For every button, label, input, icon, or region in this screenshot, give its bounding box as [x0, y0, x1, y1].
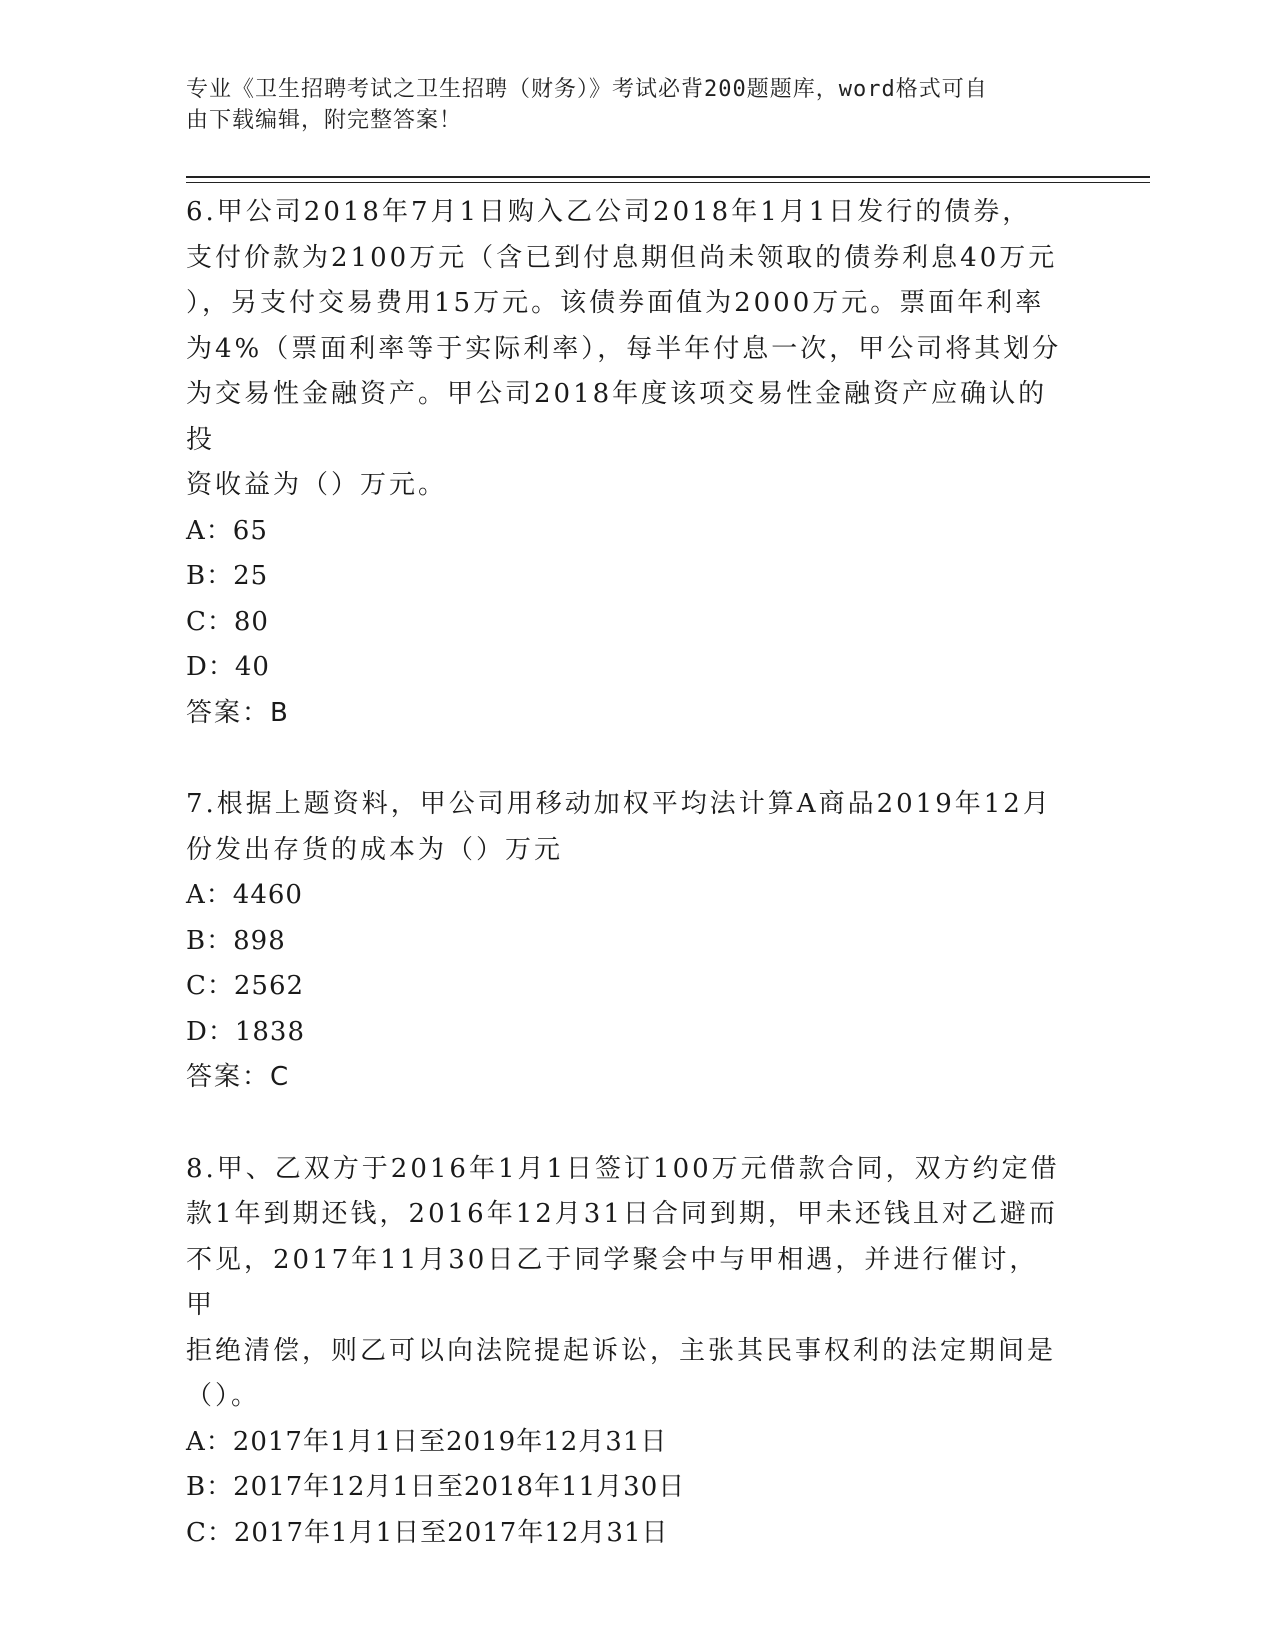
option-d: D：40: [186, 652, 270, 682]
question-stem-line: （）。: [186, 1381, 261, 1411]
question-stem-line: ），另支付交易费用15万元。该债券面值为2000万元。票面年利率: [186, 288, 1045, 318]
question-stem-line: 8.甲、乙双方于2016年1月1日签订100万元借款合同，双方约定借: [186, 1153, 1060, 1184]
answer-line: 答案：B: [186, 697, 290, 728]
option-c: C：2017年1月1日至2017年12月31日: [186, 1517, 669, 1548]
question-7: [186, 782, 1066, 1101]
header-line-1: 专业《卫生招聘考试之卫生招聘（财务）》考试必背200题题库，word格式可自: [186, 77, 988, 102]
header-divider-thick: [186, 176, 1150, 178]
option-a: A：4460: [186, 880, 303, 910]
answer-line: 答案：C: [186, 1062, 291, 1092]
option-b: B：25: [186, 561, 269, 591]
question-stem-line: 6.甲公司2018年7月1日购入乙公司2018年1月1日发行的债券，: [186, 197, 1032, 227]
document-header: [186, 74, 1066, 136]
option-c: C：2562: [186, 971, 305, 1001]
question-stem-line: 资收益为（）万元。: [186, 470, 448, 500]
option-a: A：65: [186, 515, 268, 546]
question-spacer: [186, 736, 1066, 782]
option-c: C：80: [186, 606, 269, 637]
question-stem-line: 不见，2017年11月30日乙于同学聚会中与甲相遇，并进行催讨，甲: [186, 1244, 1039, 1320]
question-stem-line: 支付价款为2100万元（含已到付息期但尚未领取的债券利息40万元: [186, 242, 1058, 273]
question-stem-line: 款1年到期还钱，2016年12月31日合同到期，甲未还钱且对乙避而: [186, 1199, 1058, 1229]
question-stem-line: 为交易性金融资产。甲公司2018年度该项交易性金融资产应确认的投: [186, 379, 1048, 455]
question-stem-line: 7.根据上题资料，甲公司用移动加权平均法计算A商品2019年12月: [186, 789, 1052, 819]
option-b: B：2017年12月1日至2018年11月30日: [186, 1472, 686, 1502]
question-8: [186, 1147, 1066, 1557]
question-stem-line: 份发出存货的成本为（）万元: [186, 834, 564, 865]
option-a: A：2017年1月1日至2019年12月31日: [186, 1426, 668, 1457]
option-b: B：898: [186, 925, 286, 956]
option-d: D：1838: [186, 1016, 306, 1047]
question-stem-line: 拒绝清偿，则乙可以向法院提起诉讼，主张其民事权利的法定期间是: [186, 1335, 1057, 1366]
header-divider-thin: [186, 182, 1150, 183]
question-spacer: [186, 1101, 1066, 1147]
question-stem-line: 为4%（票面利率等于实际利率），每半年付息一次，甲公司将其划分: [186, 333, 1062, 364]
header-line-2: 由下载编辑，附完整答案！: [186, 108, 463, 133]
question-list: [186, 190, 1066, 1556]
question-6: [186, 190, 1066, 736]
